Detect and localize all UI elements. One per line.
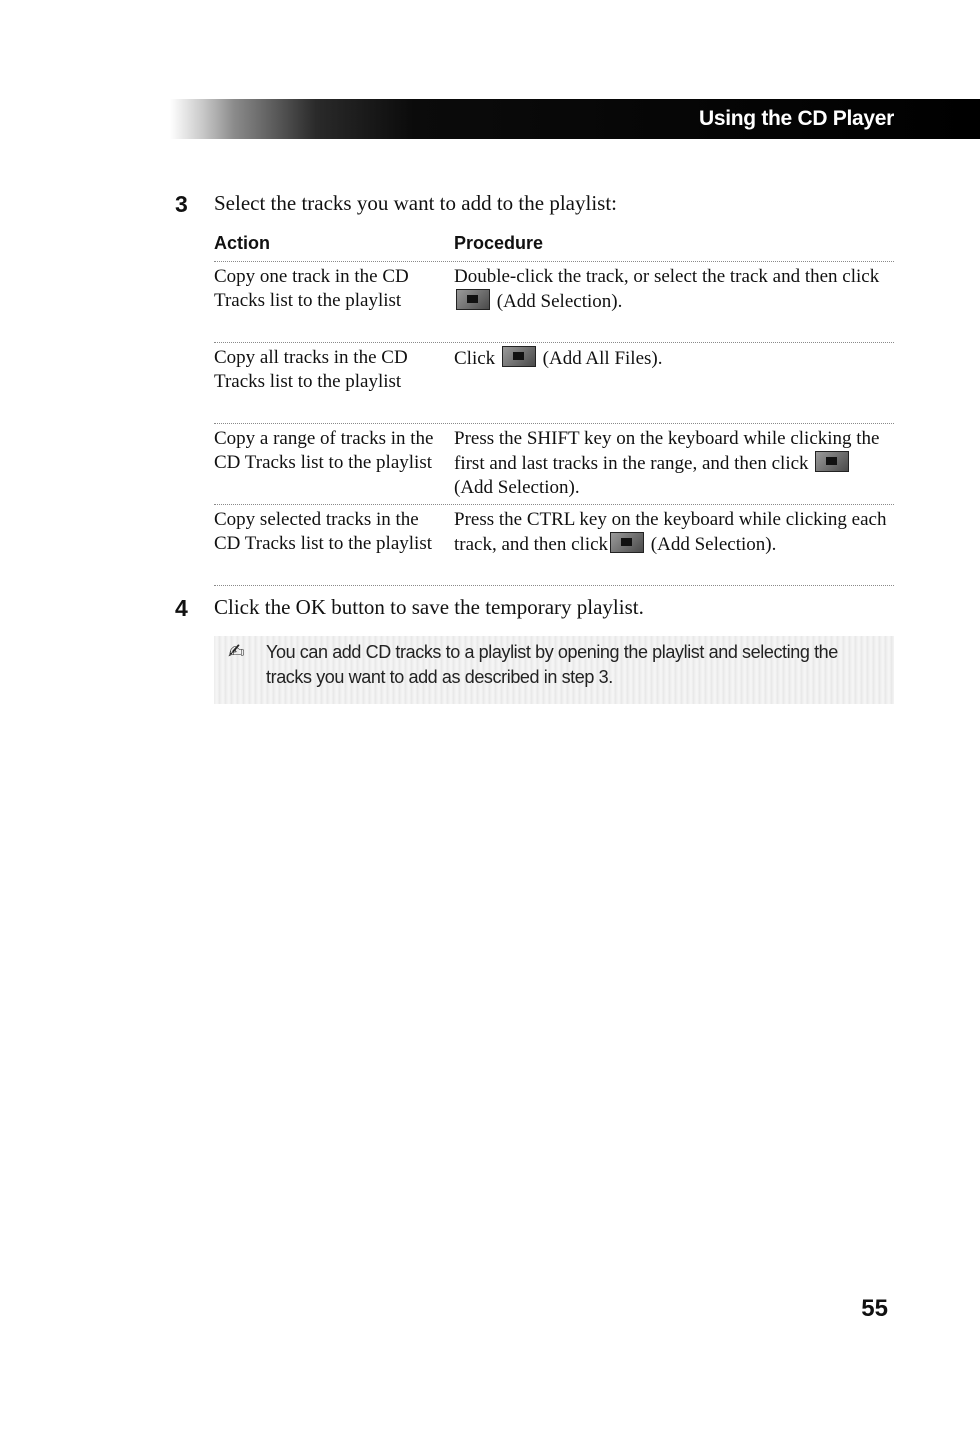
- step-text: Select the tracks you want to add to the playlist:: [214, 191, 617, 215]
- procedure-text-after: (Add Selection).: [496, 291, 623, 312]
- note-box: [214, 636, 894, 704]
- step-number: 3: [175, 191, 188, 217]
- procedure-cell: [454, 427, 894, 500]
- procedure-cell: [454, 265, 894, 314]
- note-text: You can add CD tracks to a playlist by opening the playlist and selecting the tracks you want to add as described in step 3.: [266, 642, 838, 687]
- action-cell: Copy all tracks in the CD Tracks list to the playlist: [214, 347, 408, 392]
- table-header: [214, 231, 894, 262]
- header-bar: [170, 99, 980, 139]
- step-number: 4: [175, 595, 188, 621]
- procedure-table: [214, 231, 894, 586]
- table-row: [214, 505, 894, 586]
- note-pencil-icon: ✍: [228, 641, 245, 663]
- table-row: [214, 262, 894, 343]
- procedure-text-after: (Add Selection).: [650, 534, 777, 555]
- page-number: 55: [861, 1295, 888, 1322]
- procedure-text: Click: [454, 348, 496, 369]
- action-cell: Copy one track in the CD Tracks list to the playlist: [214, 266, 409, 311]
- procedure-text: Double-click the track, or select the track and then click: [454, 266, 880, 287]
- add-selection-icon: [610, 532, 644, 553]
- procedure-cell: [454, 346, 894, 371]
- procedure-cell: [454, 508, 894, 557]
- procedure-text-after: (Add Selection).: [454, 477, 580, 498]
- add-selection-icon: [815, 451, 849, 472]
- procedure-text: Press the CTRL key on the keyboard while clicking each track, and then click: [454, 509, 887, 555]
- procedure-column-header: Procedure: [454, 233, 544, 253]
- table-row: [214, 343, 894, 424]
- table-row: [214, 424, 894, 505]
- procedure-text: Press the SHIFT key on the keyboard while clicking the first and last tracks in the range, and then click: [454, 428, 880, 474]
- action-cell: Copy a range of tracks in the CD Tracks list to the playlist: [214, 428, 434, 473]
- procedure-text-after: (Add All Files).: [542, 348, 663, 369]
- add-selection-icon: [456, 289, 490, 310]
- action-column-header: Action: [214, 233, 270, 253]
- step-text: Click the OK button to save the temporary playlist.: [214, 595, 644, 619]
- action-cell: Copy selected tracks in the CD Tracks list to the playlist: [214, 509, 432, 554]
- add-all-files-icon: [502, 346, 536, 367]
- section-title: Using the CD Player: [698, 107, 894, 130]
